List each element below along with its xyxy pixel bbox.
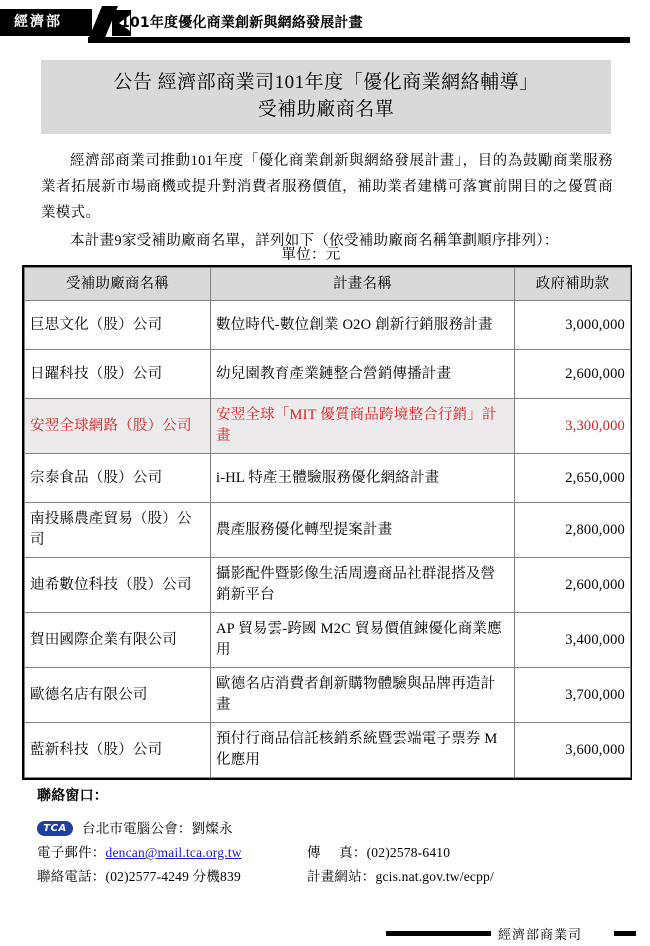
footer-department: 經濟部商業司 bbox=[498, 928, 583, 943]
cell-company-name: 賀田國際企業有限公司 bbox=[25, 613, 211, 668]
contact-fax-label: 傳 真 bbox=[307, 845, 353, 860]
contact-email-label: 電子郵件： bbox=[37, 845, 106, 860]
table-row bbox=[25, 723, 631, 778]
cell-grant-amount: 3,700,000 bbox=[515, 668, 631, 723]
cell-grant-amount: 2,800,000 bbox=[515, 503, 631, 558]
page-footer bbox=[0, 922, 650, 946]
contact-phone-value: (02)2577-4249 分機839 bbox=[105, 869, 241, 884]
announcement-title bbox=[41, 60, 611, 134]
contact-org-name: 台北市電腦公會：劉燦永 bbox=[82, 821, 233, 836]
tca-logo-icon: TCA bbox=[37, 821, 73, 836]
cell-company-name: 南投縣農產貿易（股）公司 bbox=[25, 503, 211, 558]
cell-company-name: 藍新科技（股）公司 bbox=[25, 723, 211, 778]
cell-grant-amount: 2,650,000 bbox=[515, 454, 631, 503]
grant-table bbox=[24, 267, 631, 778]
cell-project-name: i-HL 特產王體驗服務優化網絡計畫 bbox=[211, 454, 515, 503]
program-title: 101年度優化商業創新與網絡發展計畫 bbox=[120, 15, 363, 31]
contact-email-row bbox=[37, 842, 307, 863]
footer-bar-long bbox=[386, 931, 491, 936]
cell-company-name: 巨思文化（股）公司 bbox=[25, 301, 211, 350]
cell-project-name: AP 貿易雲-跨國 M2C 貿易價值鍊優化商業應用 bbox=[211, 613, 515, 668]
table-row bbox=[25, 399, 631, 454]
page-header bbox=[0, 0, 650, 46]
cell-grant-amount: 2,600,000 bbox=[515, 558, 631, 613]
cell-project-name: 幼兒園教育產業鏈整合營銷傳播計畫 bbox=[211, 350, 515, 399]
cell-company-name: 安翌全球網路（股）公司 bbox=[25, 399, 211, 454]
table-row bbox=[25, 613, 631, 668]
cell-grant-amount: 3,300,000 bbox=[515, 399, 631, 454]
intro-paragraph: 經濟部商業司推動101年度「優化商業創新與網絡發展計畫」，目的為鼓勵商業服務業者拓展新市場商機或提升對消費者服務價值，補助業者建構可落實前開目的之優質商業模式。 bbox=[41, 152, 613, 221]
contact-site-row bbox=[307, 866, 617, 887]
unit-label: 單位：元 bbox=[281, 247, 341, 263]
table-row bbox=[25, 350, 631, 399]
contact-fax-row bbox=[307, 842, 617, 863]
list-intro-paragraph: 本計畫9家受補助廠商名單，詳列如下（依受補助廠商名稱筆劃順序排列）： bbox=[70, 232, 559, 249]
cell-grant-amount: 2,600,000 bbox=[515, 350, 631, 399]
contact-phone-row bbox=[37, 866, 307, 887]
cell-project-name: 預付行商品信託核銷系統暨雲端電子票券 M 化應用 bbox=[211, 723, 515, 778]
cell-company-name: 歐德名店有限公司 bbox=[25, 668, 211, 723]
grant-table-container bbox=[22, 265, 632, 780]
cell-project-name: 農產服務優化轉型提案計畫 bbox=[211, 503, 515, 558]
table-header-row bbox=[25, 268, 631, 301]
title-line-2: 受補助廠商名單 bbox=[257, 99, 395, 120]
contact-details-grid bbox=[37, 842, 617, 887]
contact-org-row bbox=[37, 818, 617, 839]
column-header-project: 計畫名稱 bbox=[211, 268, 515, 301]
cell-company-name: 宗泰食品（股）公司 bbox=[25, 454, 211, 503]
title-line-1: 公告 經濟部商業司101年度「優化商業網絡輔導」 bbox=[113, 72, 539, 93]
contact-fax-separator: ： bbox=[352, 845, 367, 860]
contact-block bbox=[37, 786, 617, 887]
table-row bbox=[25, 301, 631, 350]
table-row bbox=[25, 503, 631, 558]
contact-site-label: 計畫網站： bbox=[307, 869, 376, 884]
ministry-name: 經濟部 bbox=[14, 14, 62, 30]
header-rule bbox=[88, 37, 630, 43]
table-row bbox=[25, 454, 631, 503]
cell-project-name: 歐德名店消費者創新購物體驗與品牌再造計畫 bbox=[211, 668, 515, 723]
cell-project-name: 安翌全球「MIT 優質商品跨境整合行銷」計畫 bbox=[211, 399, 515, 454]
contact-email-link[interactable]: dencan@mail.tca.org.tw bbox=[105, 845, 242, 860]
table-row bbox=[25, 668, 631, 723]
column-header-amount: 政府補助款 bbox=[515, 268, 631, 301]
cell-grant-amount: 3,400,000 bbox=[515, 613, 631, 668]
contact-site-value: gcis.nat.gov.tw/ecpp/ bbox=[375, 869, 494, 884]
table-row bbox=[25, 558, 631, 613]
cell-project-name: 數位時代-數位創業 O2O 創新行銷服務計畫 bbox=[211, 301, 515, 350]
cell-company-name: 迪希數位科技（股）公司 bbox=[25, 558, 211, 613]
contact-fax-value: (02)2578-6410 bbox=[366, 845, 451, 860]
column-header-company: 受補助廠商名稱 bbox=[25, 268, 211, 301]
cell-grant-amount: 3,000,000 bbox=[515, 301, 631, 350]
cell-grant-amount: 3,600,000 bbox=[515, 723, 631, 778]
cell-project-name: 攝影配件暨影像生活周邊商品社群混搭及營銷新平台 bbox=[211, 558, 515, 613]
contact-title: 聯絡窗口： bbox=[37, 789, 108, 804]
contact-phone-label: 聯絡電話： bbox=[37, 869, 106, 884]
cell-company-name: 日躍科技（股）公司 bbox=[25, 350, 211, 399]
footer-bar-short bbox=[614, 931, 636, 936]
